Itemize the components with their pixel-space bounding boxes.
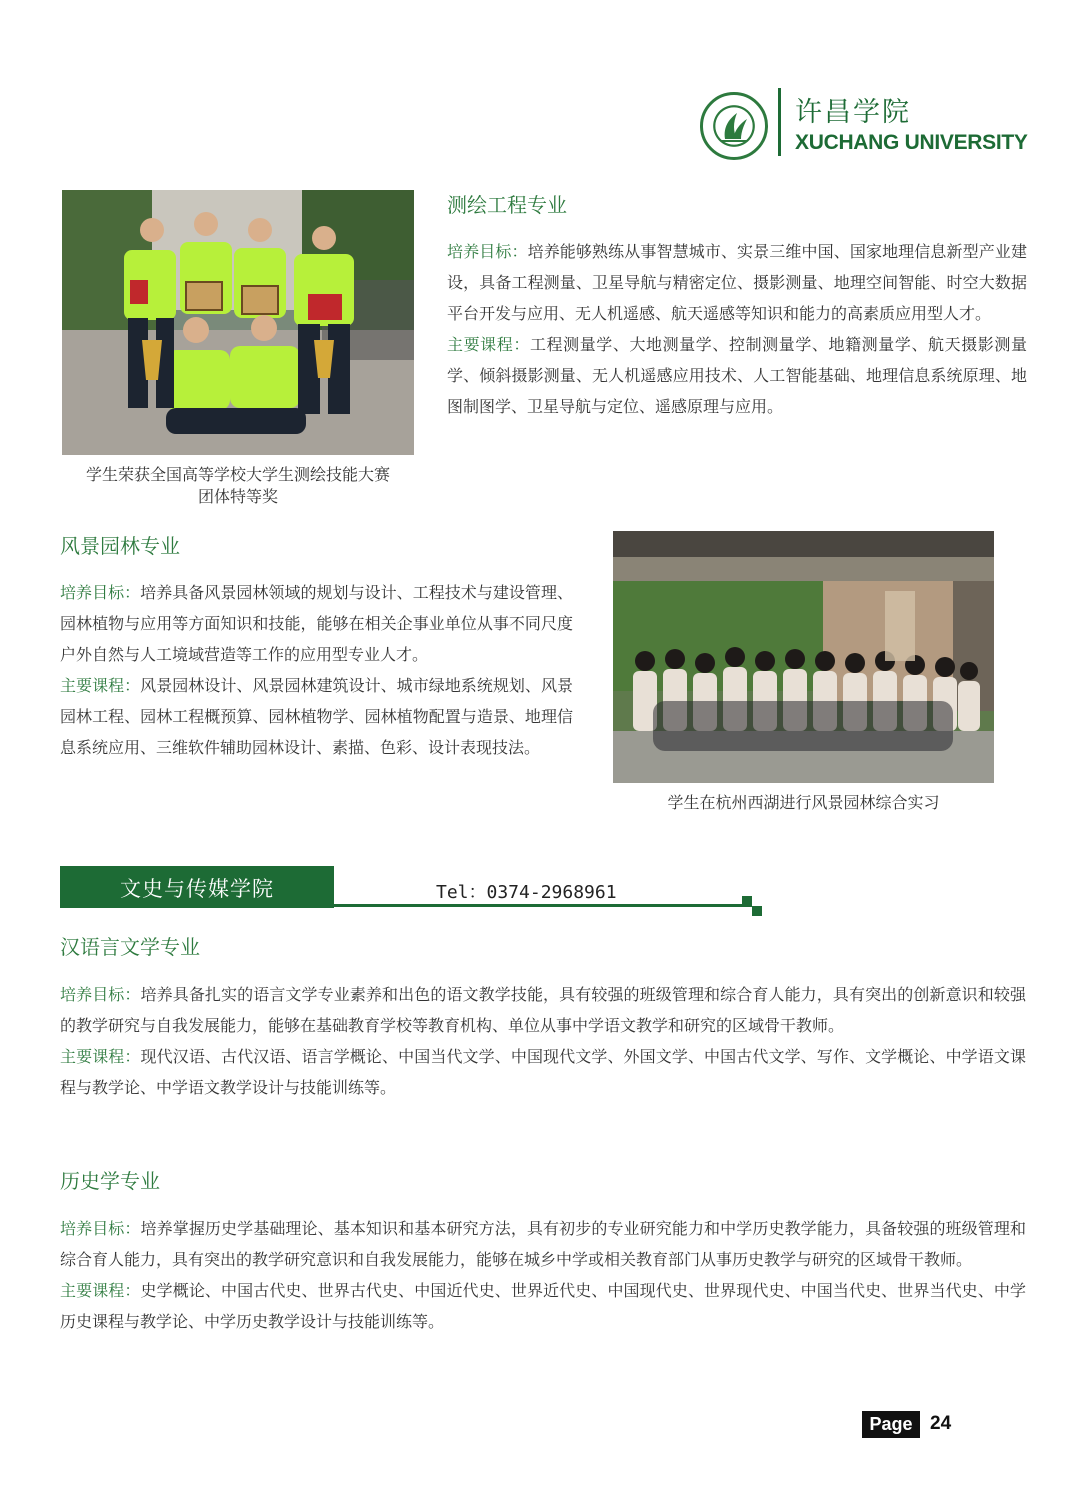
history-goal	[60, 1213, 1026, 1275]
landscape-goal	[60, 577, 573, 670]
history-courses	[60, 1275, 1026, 1337]
course-text: 工程测量学、大地测量学、控制测量学、地籍测量学、航天摄影测量学、倾斜摄影测量、无人机遥感应用技术、人工智能基础、地理信息系统原理、地图制图学、卫星导航与定位、遥感原理与应用。	[447, 335, 1027, 416]
course-label: 主要课程：	[60, 1047, 141, 1066]
goal-text: 培养能够熟练从事智慧城市、实景三维中国、国家地理信息新型产业建设，具备工程测量、卫星导航与精密定位、摄影测量、地理空间智能、时空大数据平台开发与应用、无人机遥感、航天遥感等知识和能力的高素质应用型人才。	[447, 242, 1027, 323]
banner-corner-square	[752, 906, 762, 916]
course-label: 主要课程：	[60, 676, 141, 695]
page-label: Page	[862, 1411, 920, 1438]
surveying-body	[447, 236, 1027, 422]
banner-corner-square	[742, 896, 752, 906]
university-seal-logo	[700, 92, 768, 160]
surveying-courses	[447, 329, 1027, 422]
landscape-photo-caption: 学生在杭州西湖进行风景园林综合实习	[667, 793, 940, 812]
course-text: 风景园林设计、风景园林建筑设计、城市绿地系统规划、风景园林工程、园林工程概预算、园林植物学、园林植物配置与造景、地理信息系统应用、三维软件辅助园林设计、素描、色彩、设计表现技法。	[60, 676, 573, 757]
chinese-goal	[60, 979, 1026, 1041]
section-underline	[334, 904, 752, 907]
caption-line-2: 团体特等奖	[197, 487, 278, 506]
university-name-cn: 许昌学院	[795, 97, 911, 128]
leaf-emblem-icon	[703, 95, 765, 157]
page-number: 24	[930, 1413, 952, 1434]
landscape-courses	[60, 670, 573, 763]
goal-label: 培养目标：	[447, 242, 528, 261]
surveying-award-photo	[62, 190, 414, 455]
goal-text: 培养掌握历史学基础理论、基本知识和基本研究方法，具有初步的专业研究能力和中学历史教学能力，具备较强的班级管理和综合育人能力，具有突出的教学研究意识和自我发展能力，能够在城乡中学或相关教育部门从事历史教学与研究的区域骨干教师。	[60, 1219, 1026, 1269]
section-title: 文史与传媒学院	[120, 877, 274, 901]
surveying-photo-caption	[62, 464, 414, 508]
goal-label: 培养目标：	[60, 985, 141, 1004]
course-label: 主要课程：	[60, 1281, 141, 1300]
history-body	[60, 1213, 1026, 1337]
surveying-title: 测绘工程专业	[447, 193, 567, 217]
landscape-field-trip-photo	[613, 531, 994, 783]
landscape-body	[60, 577, 573, 763]
course-label: 主要课程：	[447, 335, 530, 354]
goal-label: 培养目标：	[60, 583, 141, 602]
logo-divider	[778, 88, 781, 156]
surveying-goal	[447, 236, 1027, 329]
chinese-courses	[60, 1041, 1026, 1103]
landscape-title: 风景园林专业	[60, 534, 180, 558]
chinese-body	[60, 979, 1026, 1103]
section-telephone: Tel：0374-2968961	[436, 882, 617, 903]
caption-line-1: 学生荣获全国高等学校大学生测绘技能大赛	[85, 465, 390, 484]
goal-text: 培养具备风景园林领域的规划与设计、工程技术与建设管理、园林植物与应用等方面知识和技能，能够在相关企事业单位从事不同尺度户外自然与人工境域营造等工作的应用型专业人才。	[60, 583, 573, 664]
goal-text: 培养具备扎实的语言文学专业素养和出色的语文教学技能，具有较强的班级管理和综合育人能力，具有突出的创新意识和较强的教学研究与自我发展能力，能够在基础教育学校等教育机构、单位从事中学语文教学和研究的区域骨干教师。	[60, 985, 1026, 1035]
university-name-en: XUCHANG UNIVERSITY	[795, 131, 1028, 154]
chinese-title: 汉语言文学专业	[60, 935, 200, 959]
course-text: 现代汉语、古代汉语、语言学概论、中国当代文学、中国现代文学、外国文学、中国古代文学、写作、文学概论、中学语文课程与教学论、中学语文教学设计与技能训练等。	[60, 1047, 1026, 1097]
history-title: 历史学专业	[60, 1169, 160, 1193]
goal-label: 培养目标：	[60, 1219, 141, 1238]
course-text: 史学概论、中国古代史、世界古代史、中国近代史、世界近代史、中国现代史、世界现代史、中国当代史、世界当代史、中学历史课程与教学论、中学历史教学设计与技能训练等。	[60, 1281, 1026, 1331]
